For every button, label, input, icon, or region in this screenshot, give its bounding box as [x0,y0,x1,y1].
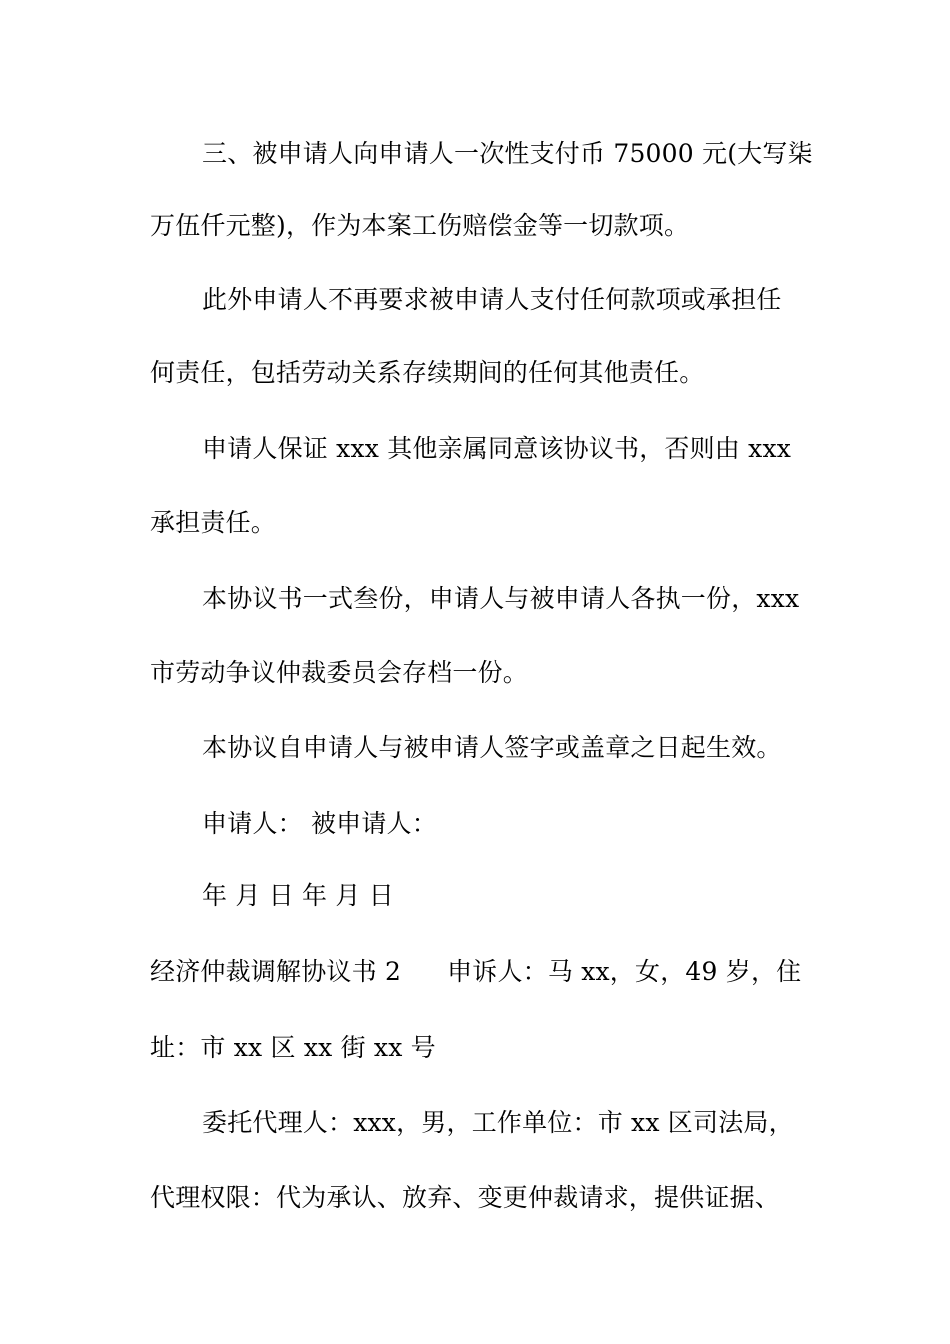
section-title: 经济仲裁调解协议书 2 [150,957,402,986]
paragraph-line: 本协议书一式叁份，申请人与被申请人各执一份，xxx [202,584,800,613]
paragraph-line: 址：市 xx 区 xx 街 xx 号 [150,1033,436,1062]
paragraph-line: 何责任，包括劳动关系存续期间的任何其他责任。 [150,358,705,387]
paragraph-line: 市劳动争议仲裁委员会存档一份。 [150,658,529,687]
signature-line: 申请人： 被申请人： [202,809,437,838]
date-line: 年 月 日 年 月 日 [202,881,394,910]
paragraph-line: 承担责任。 [150,508,277,537]
paragraph-line: 万伍仟元整)，作为本案工伤赔偿金等一切款项。 [150,211,690,240]
paragraph-line: 委托代理人：xxx，男，工作单位：市 xx 区司法局， [202,1108,794,1137]
paragraph-line: 此外申请人不再要求被申请人支付任何款项或承担任 [202,285,782,314]
paragraph-line: 代理权限：代为承认、放弃、变更仲裁请求，提供证据、 [150,1183,781,1212]
paragraph-line: 申请人保证 xxx 其他亲属同意该协议书，否则由 xxx [202,434,792,463]
paragraph-line [150,957,810,987]
petitioner-text: 申诉人：马 xx，女，49 岁，住 [447,957,802,986]
paragraph-line: 三、被申请人向申请人一次性支付币 75000 元(大写柒 [202,139,813,168]
paragraph-line: 本协议自申请人与被申请人签字或盖章之日起生效。 [202,733,782,762]
